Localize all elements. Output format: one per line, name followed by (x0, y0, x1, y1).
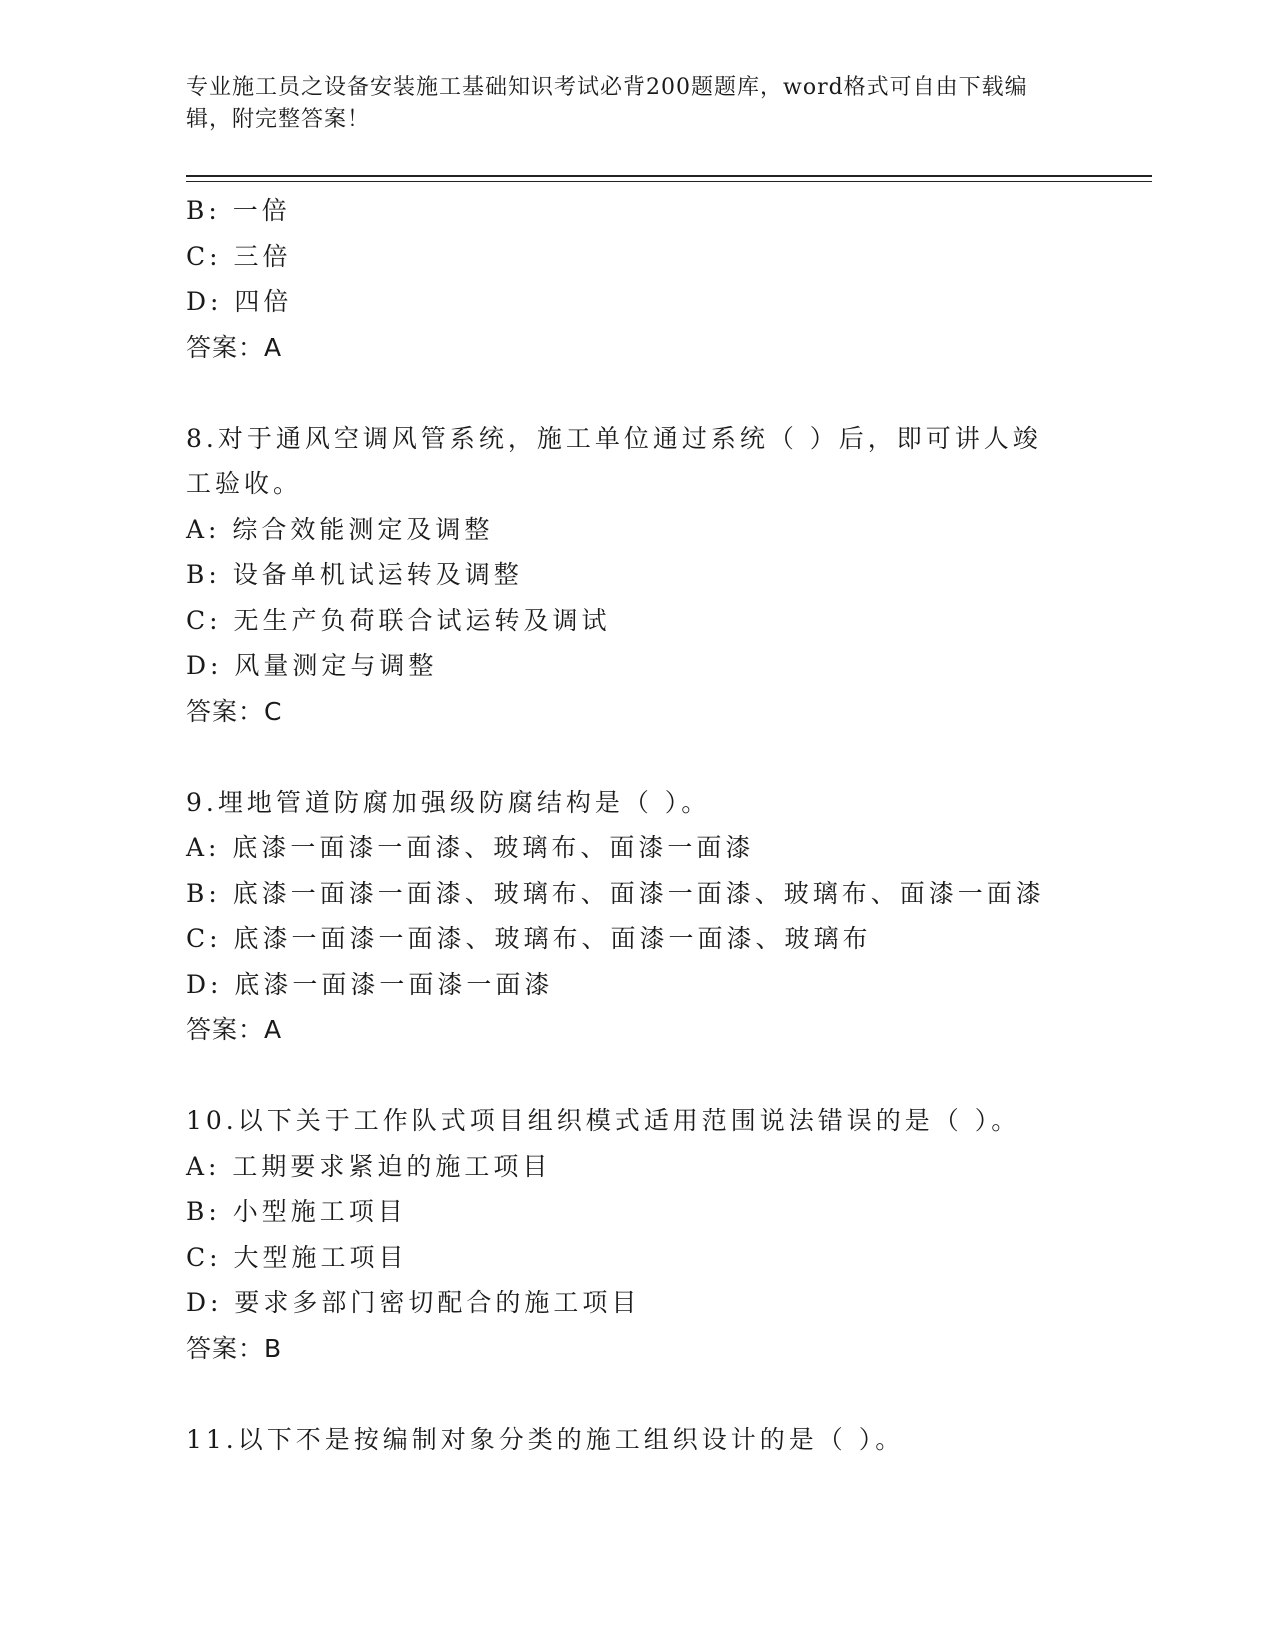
option-b: B: 设备单机试运转及调整 (186, 560, 523, 589)
document-header-title: 专业施工员之设备安装施工基础知识考试必背200题题库，word格式可自由下载编辑，附完整答案！ (186, 75, 1028, 132)
header-rule-thick (186, 175, 1152, 177)
option-c: C: 三倍 (186, 241, 292, 271)
option-a: A: 综合效能测定及调整 (186, 514, 494, 544)
option-b: B: 小型施工项目 (186, 1197, 407, 1226)
option-d: D: 风量测定与调整 (186, 651, 438, 680)
spacer (186, 1371, 1106, 1417)
question-8 (186, 416, 1106, 735)
question-7-continued (186, 188, 1106, 370)
document-body (186, 188, 1106, 1462)
answer-line: 答案：A (186, 1015, 283, 1044)
spacer (186, 370, 1106, 416)
option-b: B: 底漆一面漆一面漆、玻璃布、面漆一面漆、玻璃布、面漆一面漆 (186, 878, 1045, 908)
option-b: B: 一倍 (186, 196, 291, 225)
question-text: 9.埋地管道防腐加强级防腐结构是（ ）。 (186, 787, 711, 817)
option-d: D: 四倍 (186, 287, 293, 316)
option-d: D: 要求多部门密切配合的施工项目 (186, 1288, 641, 1317)
answer-line: 答案：B (186, 1333, 283, 1363)
question-11 (186, 1417, 1106, 1463)
option-a: A: 工期要求紧迫的施工项目 (186, 1151, 552, 1181)
option-c: C: 无生产负荷联合试运转及调试 (186, 605, 611, 635)
question-text: 10.以下关于工作队式项目组织模式适用范围说法错误的是（ ）。 (186, 1106, 1021, 1135)
option-d: D: 底漆一面漆一面漆一面漆 (186, 969, 554, 999)
answer-line: 答案：A (186, 332, 283, 362)
option-c: C: 底漆一面漆一面漆、玻璃布、面漆一面漆、玻璃布 (186, 924, 872, 953)
question-10 (186, 1098, 1106, 1371)
header-rule-thin (186, 181, 1152, 182)
spacer (186, 734, 1106, 780)
question-text: 8.对于通风空调风管系统，施工单位通过系统（ ）后，即可讲人竣工验收。 (186, 423, 1042, 498)
answer-line: 答案：C (186, 696, 283, 726)
spacer (186, 1053, 1106, 1099)
option-a: A: 底漆一面漆一面漆、玻璃布、面漆一面漆 (186, 833, 755, 862)
question-9 (186, 780, 1106, 1053)
question-text: 11.以下不是按编制对象分类的施工组织设计的是（ ）。 (186, 1424, 905, 1454)
option-c: C: 大型施工项目 (186, 1242, 408, 1272)
